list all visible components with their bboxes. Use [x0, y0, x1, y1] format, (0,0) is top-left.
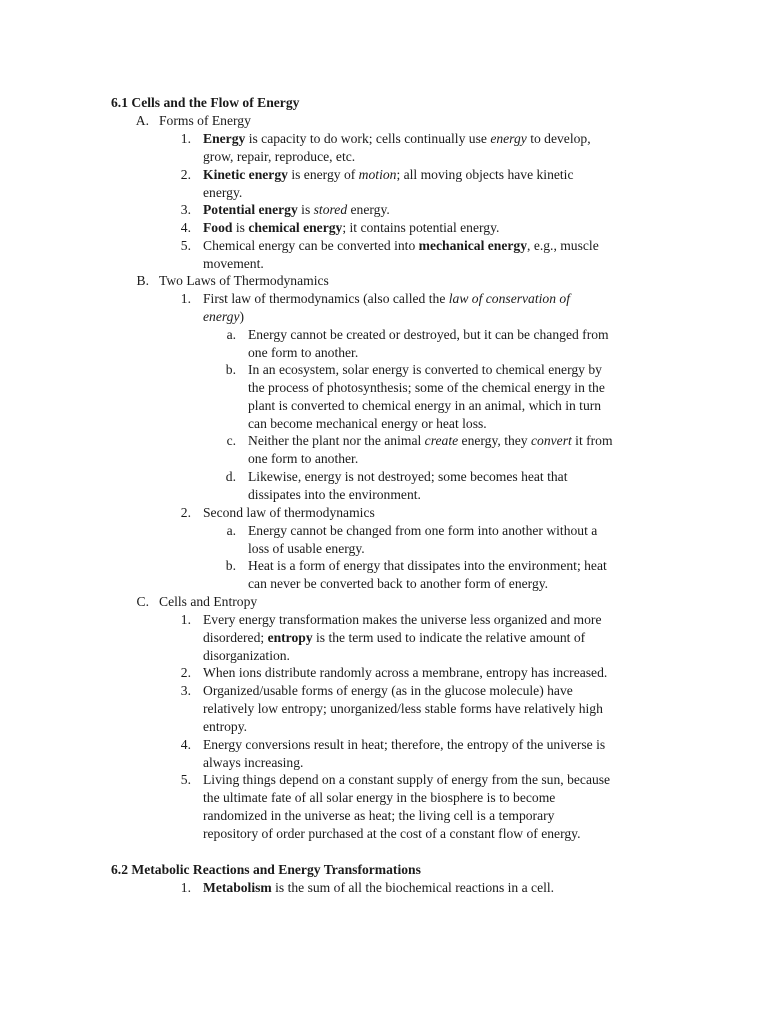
- sub-item-text: [248, 361, 602, 379]
- text-run: energy.: [203, 185, 243, 200]
- list-item-text: [203, 290, 570, 308]
- list-number: 2.: [180, 167, 191, 182]
- text-run: is energy of: [287, 167, 359, 182]
- text-run: is the term used to indicate the relative amount of: [312, 630, 586, 645]
- list-item-text: [203, 789, 555, 807]
- text-run: repository of order purchased at the cost of a constant flow of energy.: [203, 826, 581, 841]
- section-heading: 6.1 Cells and the Flow of Energy: [111, 95, 300, 110]
- sub-item-text: [248, 557, 607, 575]
- text-run: can never be converted back to another form of energy.: [248, 576, 549, 591]
- list-item-text: [203, 754, 303, 772]
- sub-item-text: [248, 522, 597, 540]
- sub-item-text: [248, 486, 421, 504]
- text-run: is the sum of all the biochemical reactions in a cell.: [271, 880, 555, 895]
- text-run: When ions distribute randomly across a membrane, entropy has increased.: [203, 665, 608, 680]
- sub-letter: d.: [225, 469, 236, 484]
- list-number: 1.: [180, 131, 191, 146]
- bold-term: mechanical energy: [418, 238, 528, 253]
- list-item-text: [203, 718, 247, 736]
- list-number: 4.: [180, 220, 191, 235]
- text-run: ): [239, 309, 245, 324]
- sub-letter: c.: [226, 433, 236, 448]
- italic-term: law of conservation of: [448, 291, 570, 306]
- text-run: dissipates into the environment.: [248, 487, 421, 502]
- text-run: grow, repair, reproduce, etc.: [203, 149, 356, 164]
- text-run: the process of photosynthesis; some of the chemical energy in the: [248, 380, 605, 395]
- list-item-text: [203, 504, 375, 522]
- bold-term: Food: [203, 220, 233, 235]
- outline-letter: B.: [136, 273, 149, 288]
- outline-heading: Two Laws of Thermodynamics: [159, 273, 329, 288]
- sub-letter: a.: [226, 523, 236, 538]
- bold-term: Energy: [203, 131, 246, 146]
- list-item-text: [203, 166, 574, 184]
- text-run: Every energy transformation makes the universe less organized and more: [203, 612, 602, 627]
- sub-item-text: [248, 379, 605, 397]
- text-run: plant is converted to chemical energy in an animal, which in turn: [248, 398, 602, 413]
- text-run: Neither the plant nor the animal: [248, 433, 425, 448]
- list-item-text: [203, 647, 290, 665]
- text-run: relatively low entropy; unorganized/less stable forms have relatively high: [203, 701, 603, 716]
- text-run: can become mechanical energy or heat loss.: [248, 416, 487, 431]
- list-number: 1.: [180, 291, 191, 306]
- text-run: disordered;: [203, 630, 268, 645]
- text-run: Energy conversions result in heat; therefore, the entropy of the universe is: [203, 737, 606, 752]
- text-run: Chemical energy can be converted into: [203, 238, 419, 253]
- list-item-text: [203, 736, 605, 754]
- text-run: Energy cannot be changed from one form into another without a: [248, 523, 598, 538]
- list-number: 1.: [180, 880, 191, 895]
- list-item-text: [203, 184, 242, 202]
- text-run: is: [297, 202, 314, 217]
- bold-term: Kinetic energy: [203, 167, 288, 182]
- list-item-text: [203, 308, 244, 326]
- outline-heading: Cells and Entropy: [159, 594, 258, 609]
- italic-term: energy: [490, 131, 527, 146]
- text-run: Likewise, energy is not destroyed; some becomes heat that: [248, 469, 568, 484]
- outline-letter: C.: [136, 594, 149, 609]
- list-item-text: [203, 825, 580, 843]
- italic-term: energy: [203, 309, 240, 324]
- outline-letter: A.: [135, 113, 149, 128]
- sub-letter: b.: [225, 362, 236, 377]
- text-run: always increasing.: [203, 755, 304, 770]
- list-item-text: [203, 682, 573, 700]
- bold-term: Metabolism: [203, 880, 272, 895]
- text-run: energy, they: [458, 433, 531, 448]
- sub-item-text: [248, 326, 609, 344]
- sub-item-text: [248, 344, 358, 362]
- text-run: ; all moving objects have kinetic: [396, 167, 574, 182]
- text-run: Living things depend on a constant supply of energy from the sun, because: [203, 772, 611, 787]
- section-heading: 6.2 Metabolic Reactions and Energy Transformations: [111, 862, 421, 877]
- list-item-text: [203, 255, 264, 273]
- sub-item-text: [248, 468, 568, 486]
- bold-term: chemical energy: [248, 220, 343, 235]
- sub-item-text: [248, 432, 613, 450]
- text-run: Energy cannot be created or destroyed, but it can be changed from: [248, 327, 609, 342]
- italic-term: create: [424, 433, 459, 448]
- list-number: 3.: [180, 683, 191, 698]
- bold-term: entropy: [267, 630, 313, 645]
- sub-item-text: [248, 397, 601, 415]
- text-run: randomized in the universe as heat; the living cell is a temporary: [203, 808, 555, 823]
- list-item-text: [203, 148, 355, 166]
- list-item-text: [203, 611, 602, 629]
- text-run: energy.: [347, 202, 390, 217]
- list-number: 5.: [180, 238, 191, 253]
- text-run: Heat is a form of energy that dissipates into the environment; heat: [248, 558, 607, 573]
- text-run: disorganization.: [203, 648, 290, 663]
- text-run: movement.: [203, 256, 264, 271]
- text-run: In an ecosystem, solar energy is converted to chemical energy by: [248, 362, 602, 377]
- sub-letter: b.: [225, 558, 236, 573]
- italic-term: motion: [358, 167, 397, 182]
- text-run: one form to another.: [248, 345, 359, 360]
- list-number: 1.: [180, 612, 191, 627]
- outline-heading: Forms of Energy: [159, 113, 251, 128]
- list-item-text: [203, 130, 591, 148]
- text-run: Organized/usable forms of energy (as in the glucose molecule) have: [203, 683, 573, 698]
- list-item-text: [203, 237, 599, 255]
- list-item-text: [203, 700, 603, 718]
- text-run: is capacity to do work; cells continually use: [245, 131, 491, 146]
- italic-term: convert: [531, 433, 572, 448]
- text-run: First law of thermodynamics (also called the: [203, 291, 449, 306]
- sub-item-text: [248, 540, 365, 558]
- list-item-text: [203, 629, 585, 647]
- list-number: 2.: [180, 665, 191, 680]
- list-item-text: [203, 201, 390, 219]
- sub-letter: a.: [226, 327, 236, 342]
- text-run: one form to another.: [248, 451, 359, 466]
- list-number: 3.: [180, 202, 191, 217]
- list-number: 2.: [180, 505, 191, 520]
- sub-item-text: [248, 450, 358, 468]
- list-number: 4.: [180, 737, 191, 752]
- text-run: ; it contains potential energy.: [342, 220, 500, 235]
- bold-term: Potential energy: [203, 202, 298, 217]
- list-number: 5.: [180, 772, 191, 787]
- text-run: loss of usable energy.: [248, 541, 365, 556]
- text-run: is: [232, 220, 249, 235]
- list-item-text: [203, 219, 499, 237]
- list-item-text: [203, 807, 554, 825]
- sub-item-text: [248, 575, 548, 593]
- text-run: it from: [571, 433, 613, 448]
- list-item-text: [203, 879, 554, 897]
- text-run: to develop,: [526, 131, 591, 146]
- sub-item-text: [248, 415, 487, 433]
- list-item-text: [203, 771, 610, 789]
- text-run: entropy.: [203, 719, 248, 734]
- text-run: , e.g., muscle: [527, 238, 599, 253]
- italic-term: stored: [313, 202, 348, 217]
- text-run: Second law of thermodynamics: [203, 505, 375, 520]
- text-run: the ultimate fate of all solar energy in the biosphere is to become: [203, 790, 556, 805]
- list-item-text: [203, 664, 607, 682]
